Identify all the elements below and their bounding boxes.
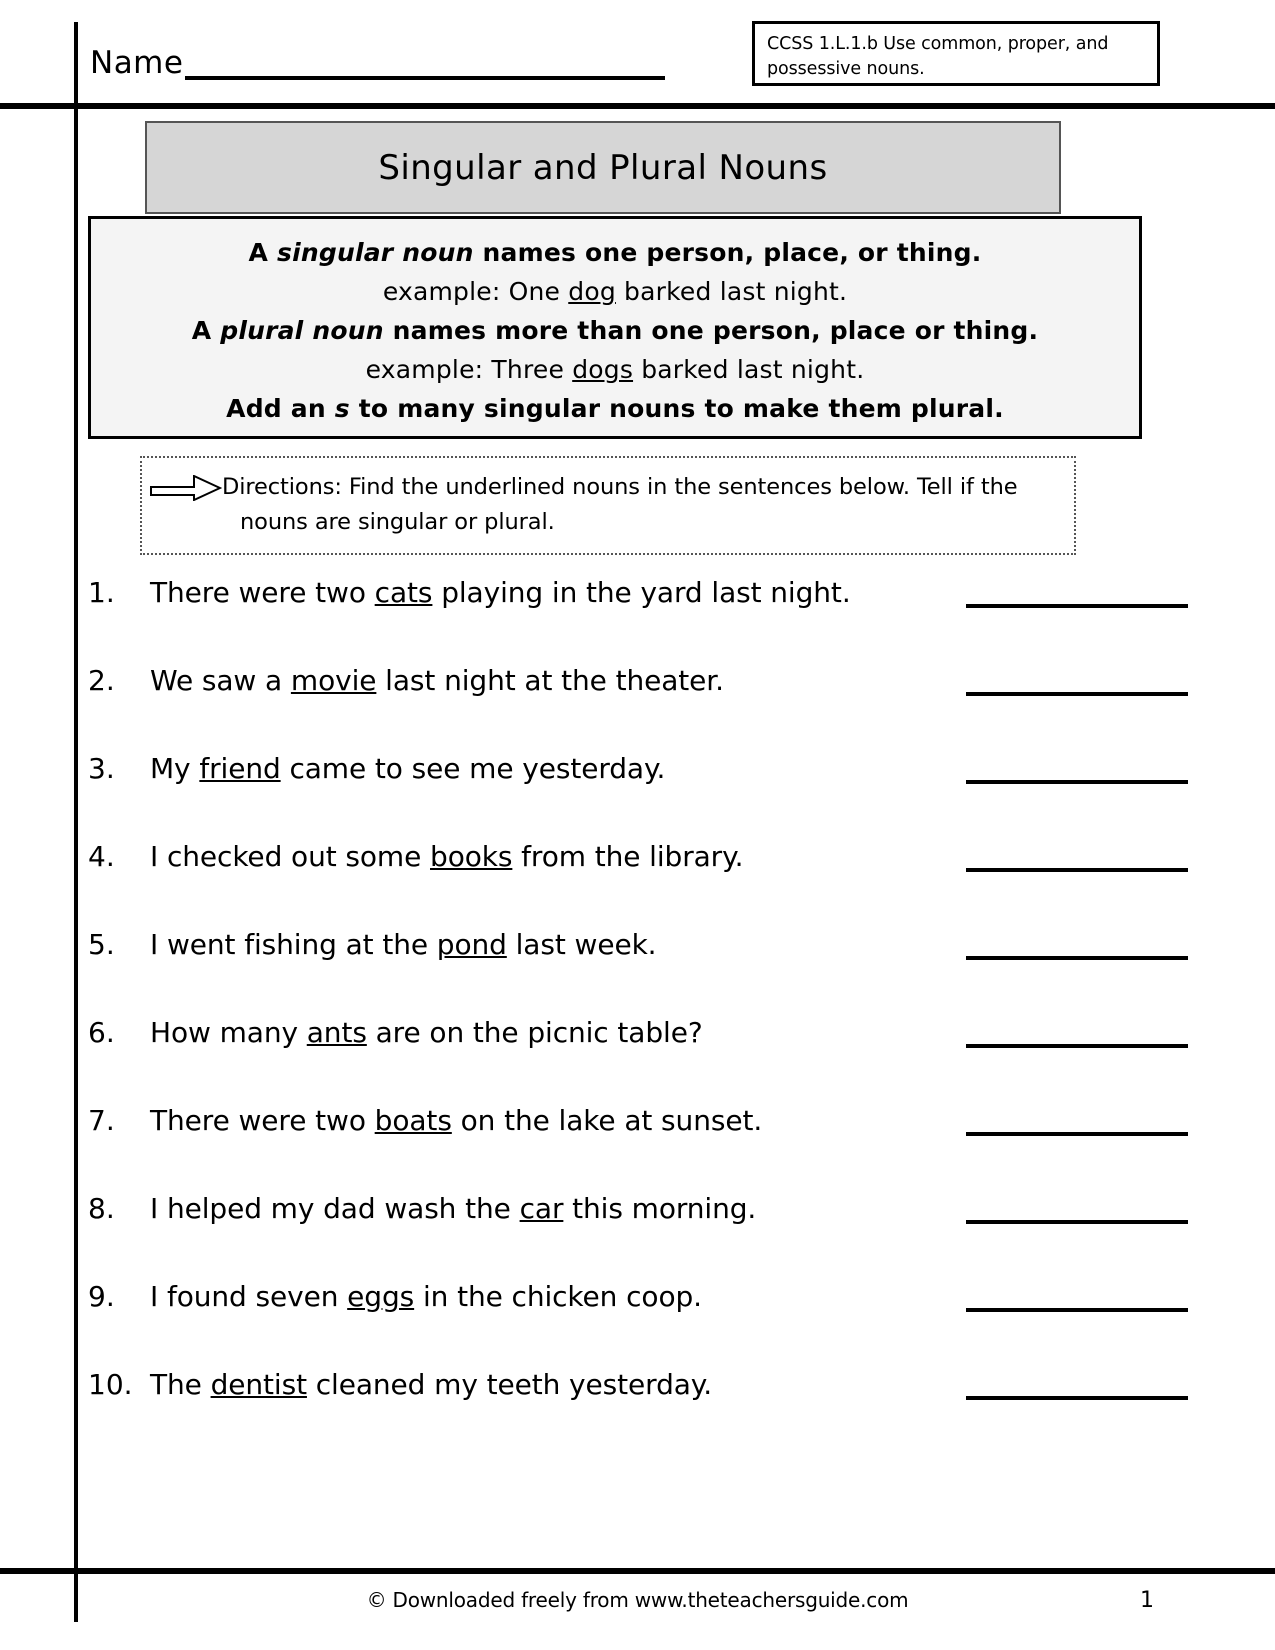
definition-text-suffix: to many singular nouns to make them plural. (349, 394, 1004, 423)
question-list (88, 573, 1188, 1453)
question-sentence (150, 837, 743, 877)
question-text-after: from the library. (512, 840, 744, 873)
question-text-after: came to see me yesterday. (280, 752, 666, 785)
question-text-after: cleaned my teeth yesterday. (306, 1368, 713, 1401)
answer-blank[interactable] (966, 868, 1188, 872)
definition-text-prefix: example: Three (365, 355, 573, 384)
definition-line (91, 389, 1139, 428)
question-row (88, 1277, 1188, 1365)
question-sentence (150, 1365, 712, 1405)
underlined-noun: boats (374, 1104, 452, 1137)
question-number: 7. (88, 1104, 115, 1137)
question-sentence (150, 573, 851, 613)
definition-underlined-noun: dogs (572, 355, 634, 384)
question-text-after: last week. (506, 928, 657, 961)
answer-blank[interactable] (966, 780, 1188, 784)
header-divider-rule (0, 103, 1275, 109)
definition-line (91, 272, 1139, 311)
question-sentence (150, 1101, 762, 1141)
question-sentence (150, 925, 657, 965)
definition-text-prefix: example: One (382, 277, 569, 306)
question-row (88, 1013, 1188, 1101)
definition-text-suffix: barked last night. (615, 277, 848, 306)
question-row (88, 661, 1188, 749)
right-arrow-icon (150, 475, 222, 501)
question-text-before: There were two (150, 576, 375, 609)
answer-blank[interactable] (966, 956, 1188, 960)
underlined-noun: dentist (210, 1368, 307, 1401)
question-text-before: I went fishing at the (150, 928, 437, 961)
left-margin-line (74, 22, 78, 1622)
answer-blank[interactable] (966, 1044, 1188, 1048)
question-number: 6. (88, 1016, 115, 1049)
ccss-standard-text: CCSS 1.L.1.b Use common, proper, and possessive nouns. (767, 34, 1109, 79)
definition-text-prefix: A (248, 238, 277, 267)
question-sentence (150, 749, 665, 789)
question-row (88, 1365, 1188, 1453)
question-text-before: I checked out some (150, 840, 431, 873)
question-text-before: There were two (150, 1104, 375, 1137)
question-text-before: How many (150, 1016, 307, 1049)
definition-text-suffix: names more than one person, place or thing. (383, 316, 1039, 345)
definition-underlined-noun: dog (568, 277, 616, 306)
question-row (88, 573, 1188, 661)
question-row (88, 1101, 1188, 1189)
question-sentence (150, 1013, 703, 1053)
answer-blank[interactable] (966, 692, 1188, 696)
name-label: Name (90, 45, 184, 81)
question-row (88, 837, 1188, 925)
answer-blank[interactable] (966, 604, 1188, 608)
worksheet-title-banner (145, 121, 1061, 214)
definition-term: s (334, 394, 350, 423)
underlined-noun: books (430, 840, 513, 873)
underlined-noun: movie (290, 664, 377, 697)
directions-text (222, 470, 1018, 540)
question-number: 8. (88, 1192, 115, 1225)
answer-blank[interactable] (966, 1132, 1188, 1136)
underlined-noun: ants (306, 1016, 367, 1049)
question-text-after: last night at the theater. (376, 664, 724, 697)
question-text-after: in the chicken coop. (414, 1280, 702, 1313)
definition-line (91, 311, 1139, 350)
underlined-noun: pond (436, 928, 507, 961)
question-sentence (150, 661, 724, 701)
directions-line-2: nouns are singular or plural. (240, 509, 555, 535)
definition-term: plural noun (220, 316, 384, 345)
question-number: 4. (88, 840, 115, 873)
question-number: 1. (88, 576, 115, 609)
question-row (88, 925, 1188, 1013)
ccss-standard-box (752, 21, 1160, 86)
question-text-after: are on the picnic table? (366, 1016, 703, 1049)
definition-line (91, 233, 1139, 272)
answer-blank[interactable] (966, 1396, 1188, 1400)
question-text-before: The (150, 1368, 211, 1401)
name-input-blank[interactable] (185, 46, 665, 80)
question-row (88, 1189, 1188, 1277)
underlined-noun: eggs (347, 1280, 415, 1313)
definition-text-suffix: barked last night. (633, 355, 865, 384)
directions-box (140, 456, 1076, 555)
underlined-noun: friend (199, 752, 281, 785)
question-text-before: We saw a (150, 664, 291, 697)
answer-blank[interactable] (966, 1308, 1188, 1312)
question-number: 2. (88, 664, 115, 697)
definition-text-suffix: names one person, place, or thing. (473, 238, 982, 267)
question-number: 10. (88, 1368, 133, 1401)
question-text-before: I found seven (150, 1280, 348, 1313)
definition-text-prefix: Add an (226, 394, 335, 423)
question-text-after: on the lake at sunset. (451, 1104, 763, 1137)
definition-box (88, 216, 1142, 439)
question-text-before: My (150, 752, 200, 785)
question-number: 9. (88, 1280, 115, 1313)
footer-credit: © Downloaded freely from www.theteachersguide.com (366, 1588, 909, 1612)
question-row (88, 749, 1188, 837)
question-sentence (150, 1277, 702, 1317)
footer-divider-rule (0, 1568, 1275, 1574)
question-number: 3. (88, 752, 115, 785)
definition-text-prefix: A (191, 316, 221, 345)
name-field-row (90, 46, 665, 80)
page-title: Singular and Plural Nouns (378, 147, 828, 188)
question-number: 5. (88, 928, 115, 961)
answer-blank[interactable] (966, 1220, 1188, 1224)
underlined-noun: cats (374, 576, 433, 609)
question-text-after: this morning. (563, 1192, 757, 1225)
question-sentence (150, 1189, 756, 1229)
definition-lines (91, 233, 1139, 428)
page-number: 1 (1140, 1588, 1154, 1613)
definition-line (91, 350, 1139, 389)
definition-term: singular noun (277, 238, 474, 267)
underlined-noun: car (519, 1192, 564, 1225)
question-text-after: playing in the yard last night. (432, 576, 851, 609)
question-text-before: I helped my dad wash the (150, 1192, 520, 1225)
directions-line-1: Directions: Find the underlined nouns in the sentences below. Tell if the (222, 474, 1018, 500)
